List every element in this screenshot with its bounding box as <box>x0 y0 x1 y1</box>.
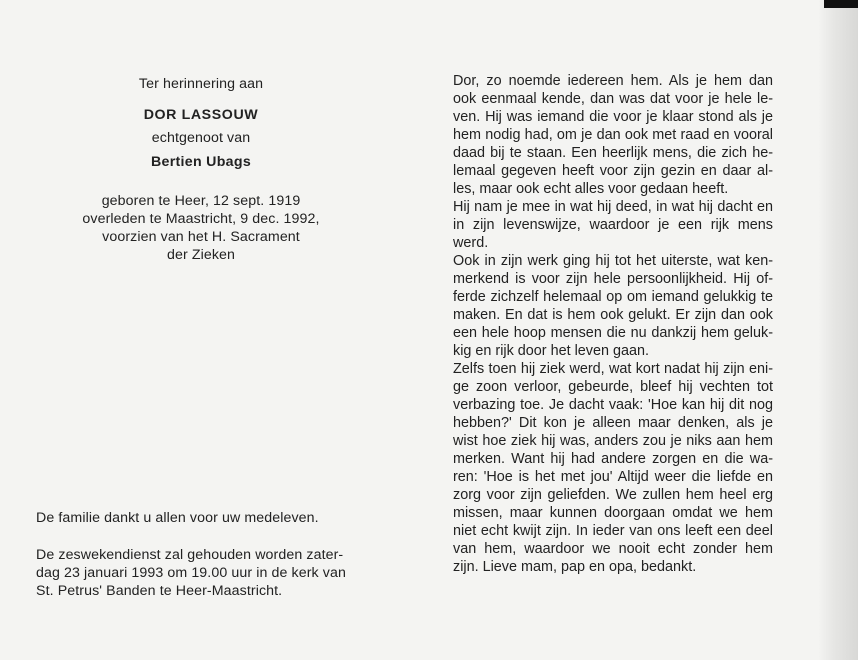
service-line-1: De zeswekendienst zal gehouden worden zater- <box>36 547 344 563</box>
service-line-2: dag 23 januari 1993 om 19.00 uur in de kerk van <box>36 565 346 581</box>
birth-line: geboren te Heer, 12 sept. 1919 <box>101 193 301 209</box>
tribute-line: missen, maar kunnen doorgaan omdat we hem <box>453 505 773 521</box>
tribute-line: niet echt kwijt zijn. In ieder van ons leeft een deel <box>453 523 773 539</box>
left-panel <box>36 0 366 660</box>
tribute-line: zijn. Lieve mam, pap en opa, bedankt. <box>453 559 697 575</box>
relation-text: echtgenoot van <box>151 130 251 146</box>
sacrament-line-1: voorzien van het H. Sacrament <box>102 229 300 245</box>
death-line: overleden te Maastricht, 9 dec. 1992, <box>82 211 320 227</box>
tribute-text <box>453 72 773 576</box>
thanks-text: De familie dankt u allen voor uw medeleven. <box>36 510 319 526</box>
spouse-name: Bertien Ubags <box>150 154 252 170</box>
tribute-line: Ook in zijn werk ging hij tot het uiterste, wat ken- <box>453 253 773 269</box>
tribute-line: in zijn levenswijze, waardoor je een rijk mens <box>453 217 773 233</box>
tribute-line: maken. En dat is hem ook gelukt. Er zijn dan ook <box>453 307 773 323</box>
tribute-line: ook eenmaal kende, dan was dat voor je hele le- <box>453 91 773 107</box>
tribute-line: kig en rijk door het leven gaan. <box>453 343 649 359</box>
tribute-line: hebben?' Dit kon je alleen maar denken, als je <box>453 415 773 431</box>
tribute-line: ren: 'Hoe is het met jou' Altijd weer die liefde en <box>453 469 773 485</box>
page-edge-shadow <box>818 0 858 660</box>
memorial-heading: Ter herinnering aan <box>138 76 264 92</box>
tribute-line: verbazing toe. Je dacht vaak: 'Hoe kan hij dit nog <box>453 397 773 413</box>
tribute-line: les, maar ook echt alles voor gedaan heeft. <box>453 181 729 197</box>
tribute-line: daad bij te staan. Een heerlijk mens, die zich he- <box>453 145 773 161</box>
deceased-name: DOR LASSOUW <box>143 107 259 123</box>
service-line-3: St. Petrus' Banden te Heer-Maastricht. <box>36 583 283 599</box>
tribute-line: een hele hoop mensen die nu dankzij hem geluk- <box>453 325 773 341</box>
tribute-line: hem nodig had, om je dan ook met raad en vooral <box>453 127 773 143</box>
tribute-line: werd. <box>453 235 489 251</box>
tribute-line: ferde zichzelf helemaal op om iemand gelukkig te <box>453 289 773 305</box>
tribute-line: Dor, zo noemde iedereen hem. Als je hem dan <box>453 73 773 89</box>
scan-corner-mark <box>824 0 858 8</box>
sacrament-line-2: der Zieken <box>166 247 236 263</box>
tribute-line: wist hoe ziek hij was, anders zou je niks aan hem <box>453 433 773 449</box>
tribute-line: van hem, waardoor we nooit echt zonder hem <box>453 541 773 557</box>
tribute-line: Hij nam je mee in wat hij deed, in wat hij dacht en <box>453 199 773 215</box>
tribute-line: merkend is voor zijn hele persoonlijkheid. Hij of- <box>453 271 773 287</box>
tribute-line: ge zoon verloor, gebeurde, bleef hij vechten tot <box>453 379 773 395</box>
tribute-line: Zelfs toen hij ziek werd, wat kort nadat hij zijn eni- <box>453 361 773 377</box>
tribute-line: merken. Want hij had andere zorgen en die wa- <box>453 451 773 467</box>
tribute-line: zorg voor zijn geliefden. We zullen hem heel erg <box>453 487 773 503</box>
tribute-line: ven. Hij was iemand die voor je klaar stond als je <box>453 109 773 125</box>
tribute-line: lemaal gegeven heeft voor zijn gezin en daar al- <box>453 163 773 179</box>
